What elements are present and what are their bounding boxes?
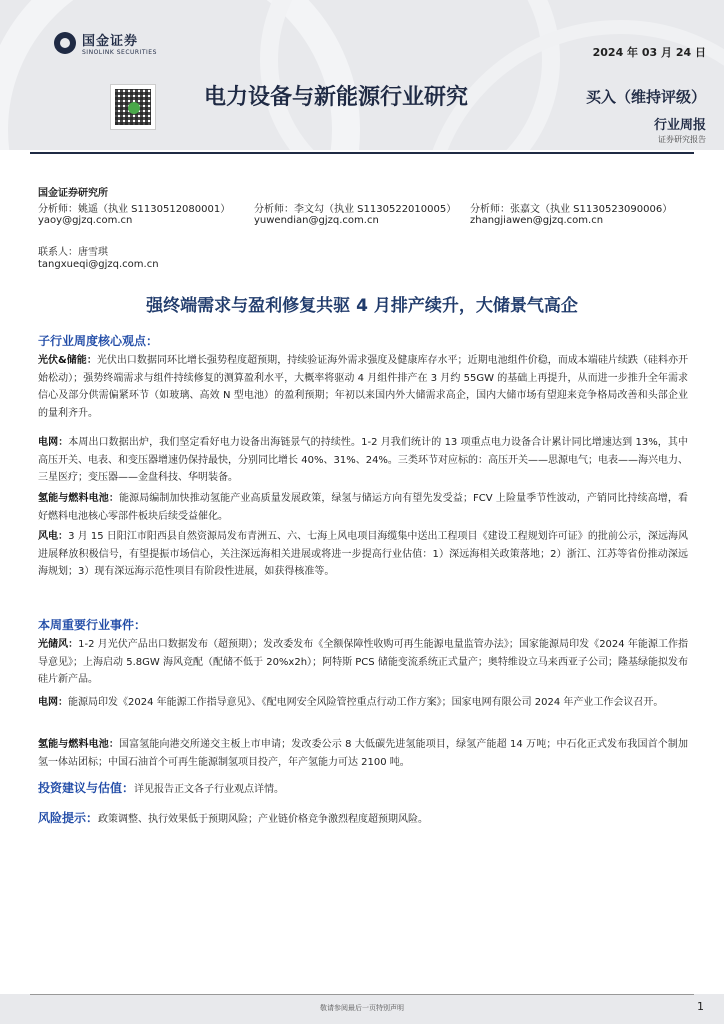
analyst-name: 分析师：姚遥（执业 S1130512080001） [38, 204, 231, 215]
footer-disclaimer: 敬请参阅最后一页特别声明 [320, 1004, 404, 1012]
core-paragraph [38, 528, 688, 581]
core-label: 氢能与燃料电池： [38, 493, 119, 504]
event-text: 能源局印发《2024 年能源工作指导意见》、《配电网安全风险管控重点行动工作方案》；国家电网有限公司 2024 年产业工作会议召开。 [68, 697, 664, 708]
core-text: 能源局编制加快推动氢能产业高质量发展政策，绿氢与储运方向有望先发受益；FCV 上险量季节性波动，产销同比持续高增，看好燃料电池核心零部件板块后续受益催化。 [38, 493, 688, 522]
section-title-core: 子行业周度核心观点： [38, 334, 159, 348]
event-label: 光储风： [38, 639, 79, 650]
core-label: 光伏&储能： [38, 355, 97, 366]
analyst-email[interactable]: yuwendian@gjzq.com.cn [254, 215, 379, 226]
report-subtype: 证券研究报告 [658, 135, 706, 144]
core-label: 风电： [38, 531, 69, 542]
report-title: 电力设备与新能源行业研究 [204, 85, 469, 110]
risk-text: 政策调整、执行效果低于预期风险；产业链价格竞争激烈程度超预期风险。 [98, 814, 429, 825]
event-text: 国富氢能向港交所递交主板上市申请；发改委公示 8 大低碳先进氢能项目，绿氢产能超 14 万吨；中石化正式发布我国首个制加氢一体站团标；中国石油首个可再生能源制氢项目投产，年产氢能力可达 2100 吨。 [38, 739, 688, 768]
section-title-risk: 风险提示： [38, 811, 99, 825]
core-paragraph [38, 490, 688, 525]
core-label: 电网： [38, 437, 69, 448]
qr-code-icon [110, 84, 156, 130]
analyst-name: 分析师：张嘉文（执业 S1130523090006） [470, 204, 673, 215]
core-paragraph [38, 434, 688, 487]
logo-mark-icon [54, 32, 76, 54]
risk-paragraph [38, 810, 688, 829]
core-paragraph [38, 352, 688, 422]
event-paragraph [38, 736, 688, 771]
company-logo [54, 30, 157, 56]
section-title-invest: 投资建议与估值： [38, 781, 135, 795]
logo-en: SINOLINK SECURITIES [82, 49, 157, 56]
event-paragraph [38, 636, 688, 689]
report-headline: 强终端需求与盈利修复共驱 4 月排产续升，大储景气高企 [146, 296, 578, 316]
section-title-events: 本周重要行业事件： [38, 618, 147, 632]
header-divider [30, 152, 694, 154]
footer-divider [30, 994, 694, 995]
page-number: 1 [697, 1000, 704, 1013]
analyst-name: 分析师：李文勾（执业 S1130522010005） [254, 204, 457, 215]
event-text: 1-2 月光伏产品出口数据发布（超预期）；发改委发布《全额保障性收购可再生能源电量监管办法》；国家能源局印发《2024 年能源工作指导意见》；上海启动 5.8GW 海风竞配（配储不低于 20%x2h）；阿特斯 PCS 储能变流系统正式量产；奥特维设立马来西亚子公司；隆基绿能拟发布硅片新产品。 [38, 639, 689, 686]
invest-paragraph [38, 780, 688, 799]
event-label: 电网： [38, 697, 68, 708]
contact-email[interactable]: tangxueqi@gjzq.com.cn [38, 259, 159, 270]
research-institute: 国金证券研究所 [38, 188, 108, 199]
analyst-email[interactable]: yaoy@gjzq.com.cn [38, 215, 133, 226]
contact-name: 联系人：唐雪琪 [38, 247, 108, 258]
analyst-email[interactable]: zhangjiawen@gjzq.com.cn [470, 215, 604, 226]
logo-cn: 国金证券 [82, 34, 139, 49]
report-type: 行业周报 [653, 118, 706, 133]
rating: 买入（维持评级） [585, 88, 706, 106]
core-text: 3 月 15 日阳江市阳西县自然资源局发布青洲五、六、七海上风电项目海缆集中送出工程项目《建设工程规划许可证》的批前公示，深远海风进展释放积极信号，有望提振市场信心，关注深远海相关进展或将进一步提高行业估值：1）深远海相关政策落地；2）浙江、江苏等省份推动深远海规划；3）现有深远海示范性项目有阶段性进展，如获得核准等。 [38, 531, 689, 578]
core-text: 光伏出口数据同环比增长强势程度超预期，持续验证海外需求强度及健康库存水平；近期电池组件价稳，而成本端硅片续跌（硅料亦开始松动）；强势终端需求与组件持续修复的测算盈利水平，大概率将驱动 4 月组件排产在 3 月约 55GW 的基础上再提升，从而进一步推升全年需求信心及部分供需偏紧环节（如玻璃、高效 N 型电池）的盈利预期；年初以来国内外大储需求高企，国内大储市场有望迎来竞争格局改善和头部企业的量利齐升。 [38, 355, 688, 419]
report-header [0, 0, 724, 150]
event-label: 氢能与燃料电池： [38, 739, 120, 750]
core-text: 本周出口数据出炉，我们坚定看好电力设备出海链景气的持续性。1-2 月我们统计的 13 项重点电力设备合计累计同比增速达到 13%，其中高压开关、电表、和变压器增速仍保持最快，分别同比增长 40%、31%、24%。三类环节对应标的：高压开关——思源电气；电表——海兴电力、三星医疗；变压器——金盘科技、华明装备。 [38, 437, 689, 484]
report-date: 2024 年 03 月 24 日 [592, 46, 706, 59]
event-paragraph [38, 694, 688, 712]
invest-text: 详见报告正文各子行业观点详情。 [134, 784, 285, 795]
qr-badge-icon [128, 102, 140, 114]
